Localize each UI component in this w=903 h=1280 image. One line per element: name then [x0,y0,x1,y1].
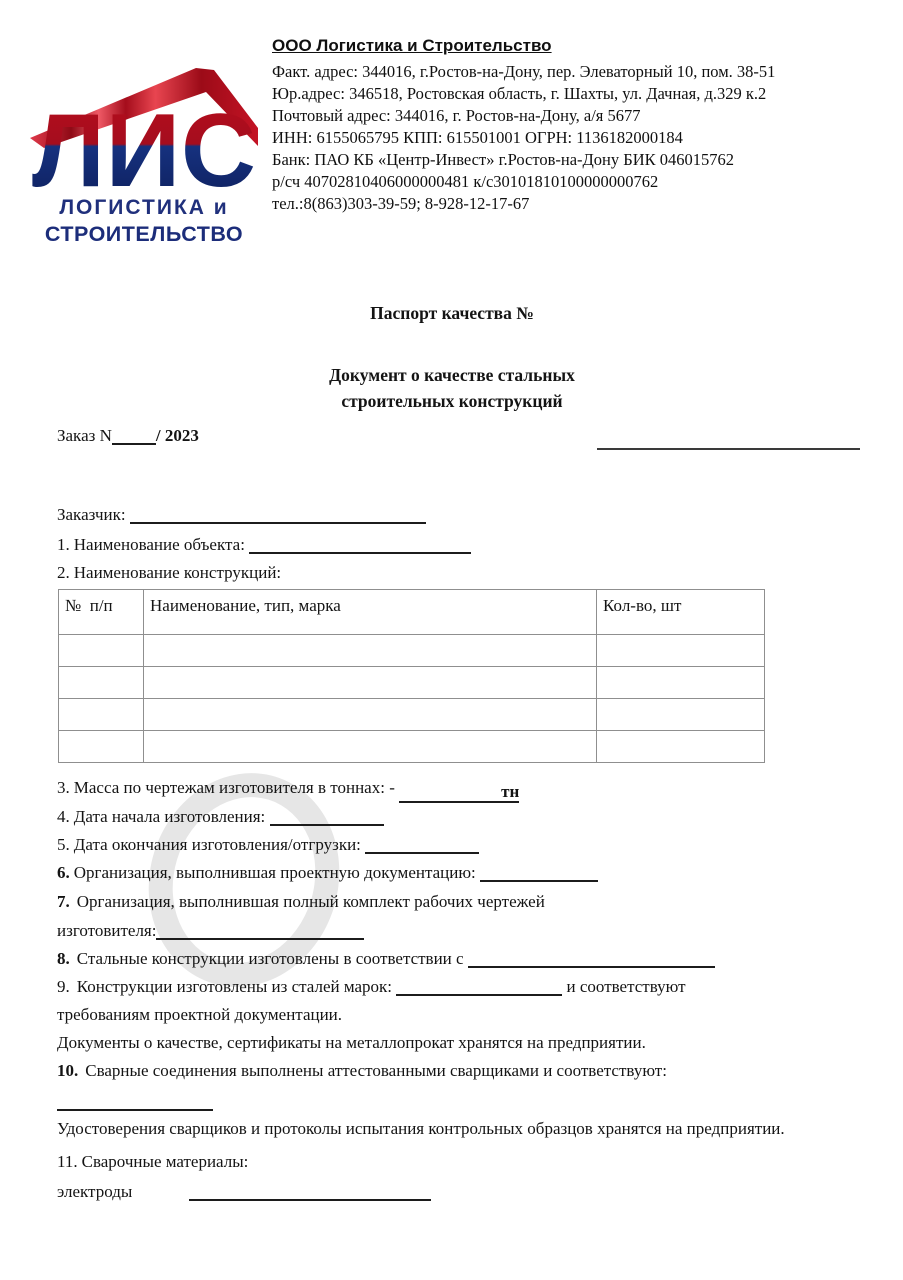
table-header-num: № п/п [59,590,144,635]
item-3-label: Масса по чертежам изготовителя в тоннах: - [73,778,395,797]
table-empty-row [59,731,765,763]
document-title: Паспорт качества № [370,303,534,323]
logo-text-line1: ЛОГИСТИКА и [59,196,229,219]
item-11-line [57,1152,248,1172]
table-header-name: Наименование, тип, марка [144,590,597,635]
item-10-line [57,1061,667,1081]
item-9-continuation: требованиям проектной документации. [57,1005,343,1024]
electrodes-line [57,1182,431,1202]
document-subtitle-line1: Документ о качестве стальных [329,365,575,385]
item-3-number: 3. [57,778,70,797]
company-logo [28,42,260,247]
order-number-blank [112,428,156,445]
table-empty-cell [59,667,144,699]
table-empty-cell [597,731,765,763]
company-address-legal: Юр.адрес: 346518, Ростовская область, г. Шахты, ул. Дачная, д.329 к.2 [272,84,767,103]
company-address-postal: Почтовый адрес: 344016, г. Ростов-на-Дону, а/я 5677 [272,106,641,125]
item-7-number: 7. [57,892,70,911]
table-header-row [59,590,765,635]
item-5-number: 5. [57,835,70,854]
svg-text:ЛИС: ЛИС [32,93,256,194]
item-2-number: 2. [57,563,70,582]
item-1-number: 1. [57,535,70,554]
company-name: ООО Логистика и Строительство [272,36,552,55]
item-5-line [57,835,479,855]
item-3-blank [399,782,519,803]
item-1-label: Наименование объекта: [73,535,245,554]
customer-blank [130,507,426,524]
logo-text-line2: СТРОИТЕЛЬСТВО [44,222,244,246]
company-info-block [272,36,892,215]
order-label: Заказ N [57,426,112,445]
table-empty-cell [59,699,144,731]
order-number-line [57,426,199,446]
item-8-label: Стальные конструкции изготовлены в соответствии с [76,949,464,968]
item-8-line [57,949,715,969]
item-7-line2 [57,921,364,941]
table-empty-cell [59,635,144,667]
item-4-number: 4. [57,807,70,826]
item-7-blank [156,923,364,940]
item-1-blank [249,537,471,554]
item-8-number: 8. [57,949,70,968]
item-1-line [57,535,471,555]
document-subtitle-line2: строительных конструкций [341,391,563,411]
table-empty-row [59,635,765,667]
item-11-label: Сварочные материалы: [81,1152,249,1171]
customer-label: Заказчик: [57,505,126,524]
item-9-blank [396,979,562,996]
item-5-blank [365,837,479,854]
table-empty-cell [597,667,765,699]
item-7-label: Организация, выполнившая полный комплект рабочих чертежей [76,892,545,911]
welders-note: Удостоверения сварщиков и протоколы испытания контрольных образцов хранятся на предприятии. [57,1119,785,1138]
table-empty-cell [59,731,144,763]
item-10-blank-line [57,1092,213,1112]
item-10-blank [57,1094,213,1111]
table-empty-cell [144,731,597,763]
company-bank: Банк: ПАО КБ «Центр-Инвест» г.Ростов-на-Дону БИК 046015762 [272,150,735,169]
order-year: / 2023 [155,426,199,445]
electrodes-label: электроды [57,1182,133,1201]
item-10-label: Сварные соединения выполнены аттестованными сварщиками и соответствуют: [85,1061,667,1080]
item-3-line [57,778,519,803]
table-empty-cell [597,699,765,731]
item-9-suffix: и соответствуют [566,977,686,996]
table-empty-cell [597,635,765,667]
item-5-label: Дата окончания изготовления/отгрузки: [73,835,361,854]
company-phones: тел.:8(863)303-39-59; 8-928-12-17-67 [272,194,530,213]
item-6-number: 6. [57,863,70,882]
item-2-label: Наименование конструкций: [73,563,282,582]
item-3-unit: тн [501,782,520,801]
documents-note: Документы о качестве, сертификаты на металлопрокат хранятся на предприятии. [57,1033,646,1052]
constructions-table [58,589,765,763]
item-7-line [57,892,545,912]
company-inn-kpp-ogrn: ИНН: 6155065795 КПП: 615501001 ОГРН: 1136182000184 [272,128,683,147]
item-4-blank [270,809,384,826]
item-9-line [57,977,686,997]
item-6-label: Организация, выполнившая проектную документацию: [73,863,476,882]
item-9-number: 9. [57,977,70,996]
customer-line [57,505,426,525]
company-accounts: р/сч 40702810406000000481 к/с30101810100000000762 [272,172,659,191]
top-right-signature-line [597,448,860,450]
logo-monogram-icon [28,42,260,194]
table-empty-row [59,699,765,731]
electrodes-blank [189,1184,431,1201]
document-subtitle [57,362,847,414]
item-10-number: 10. [57,1061,79,1080]
item-4-label: Дата начала изготовления: [73,807,266,826]
item-2-line [57,563,281,583]
table-empty-cell [144,635,597,667]
table-empty-row [59,667,765,699]
item-11-number: 11. [57,1152,78,1171]
company-address-fact: Факт. адрес: 344016, г.Ростов-на-Дону, пер. Элеваторный 10, пом. 38-51 [272,62,776,81]
item-8-blank [468,951,715,968]
item-4-line [57,807,384,827]
item-9-label: Конструкции изготовлены из сталей марок: [76,977,393,996]
table-empty-cell [144,667,597,699]
table-header-qty: Кол-во, шт [597,590,765,635]
table-empty-cell [144,699,597,731]
item-7-label2: изготовителя: [57,921,157,940]
item-6-blank [480,865,598,882]
item-6-line [57,863,598,883]
